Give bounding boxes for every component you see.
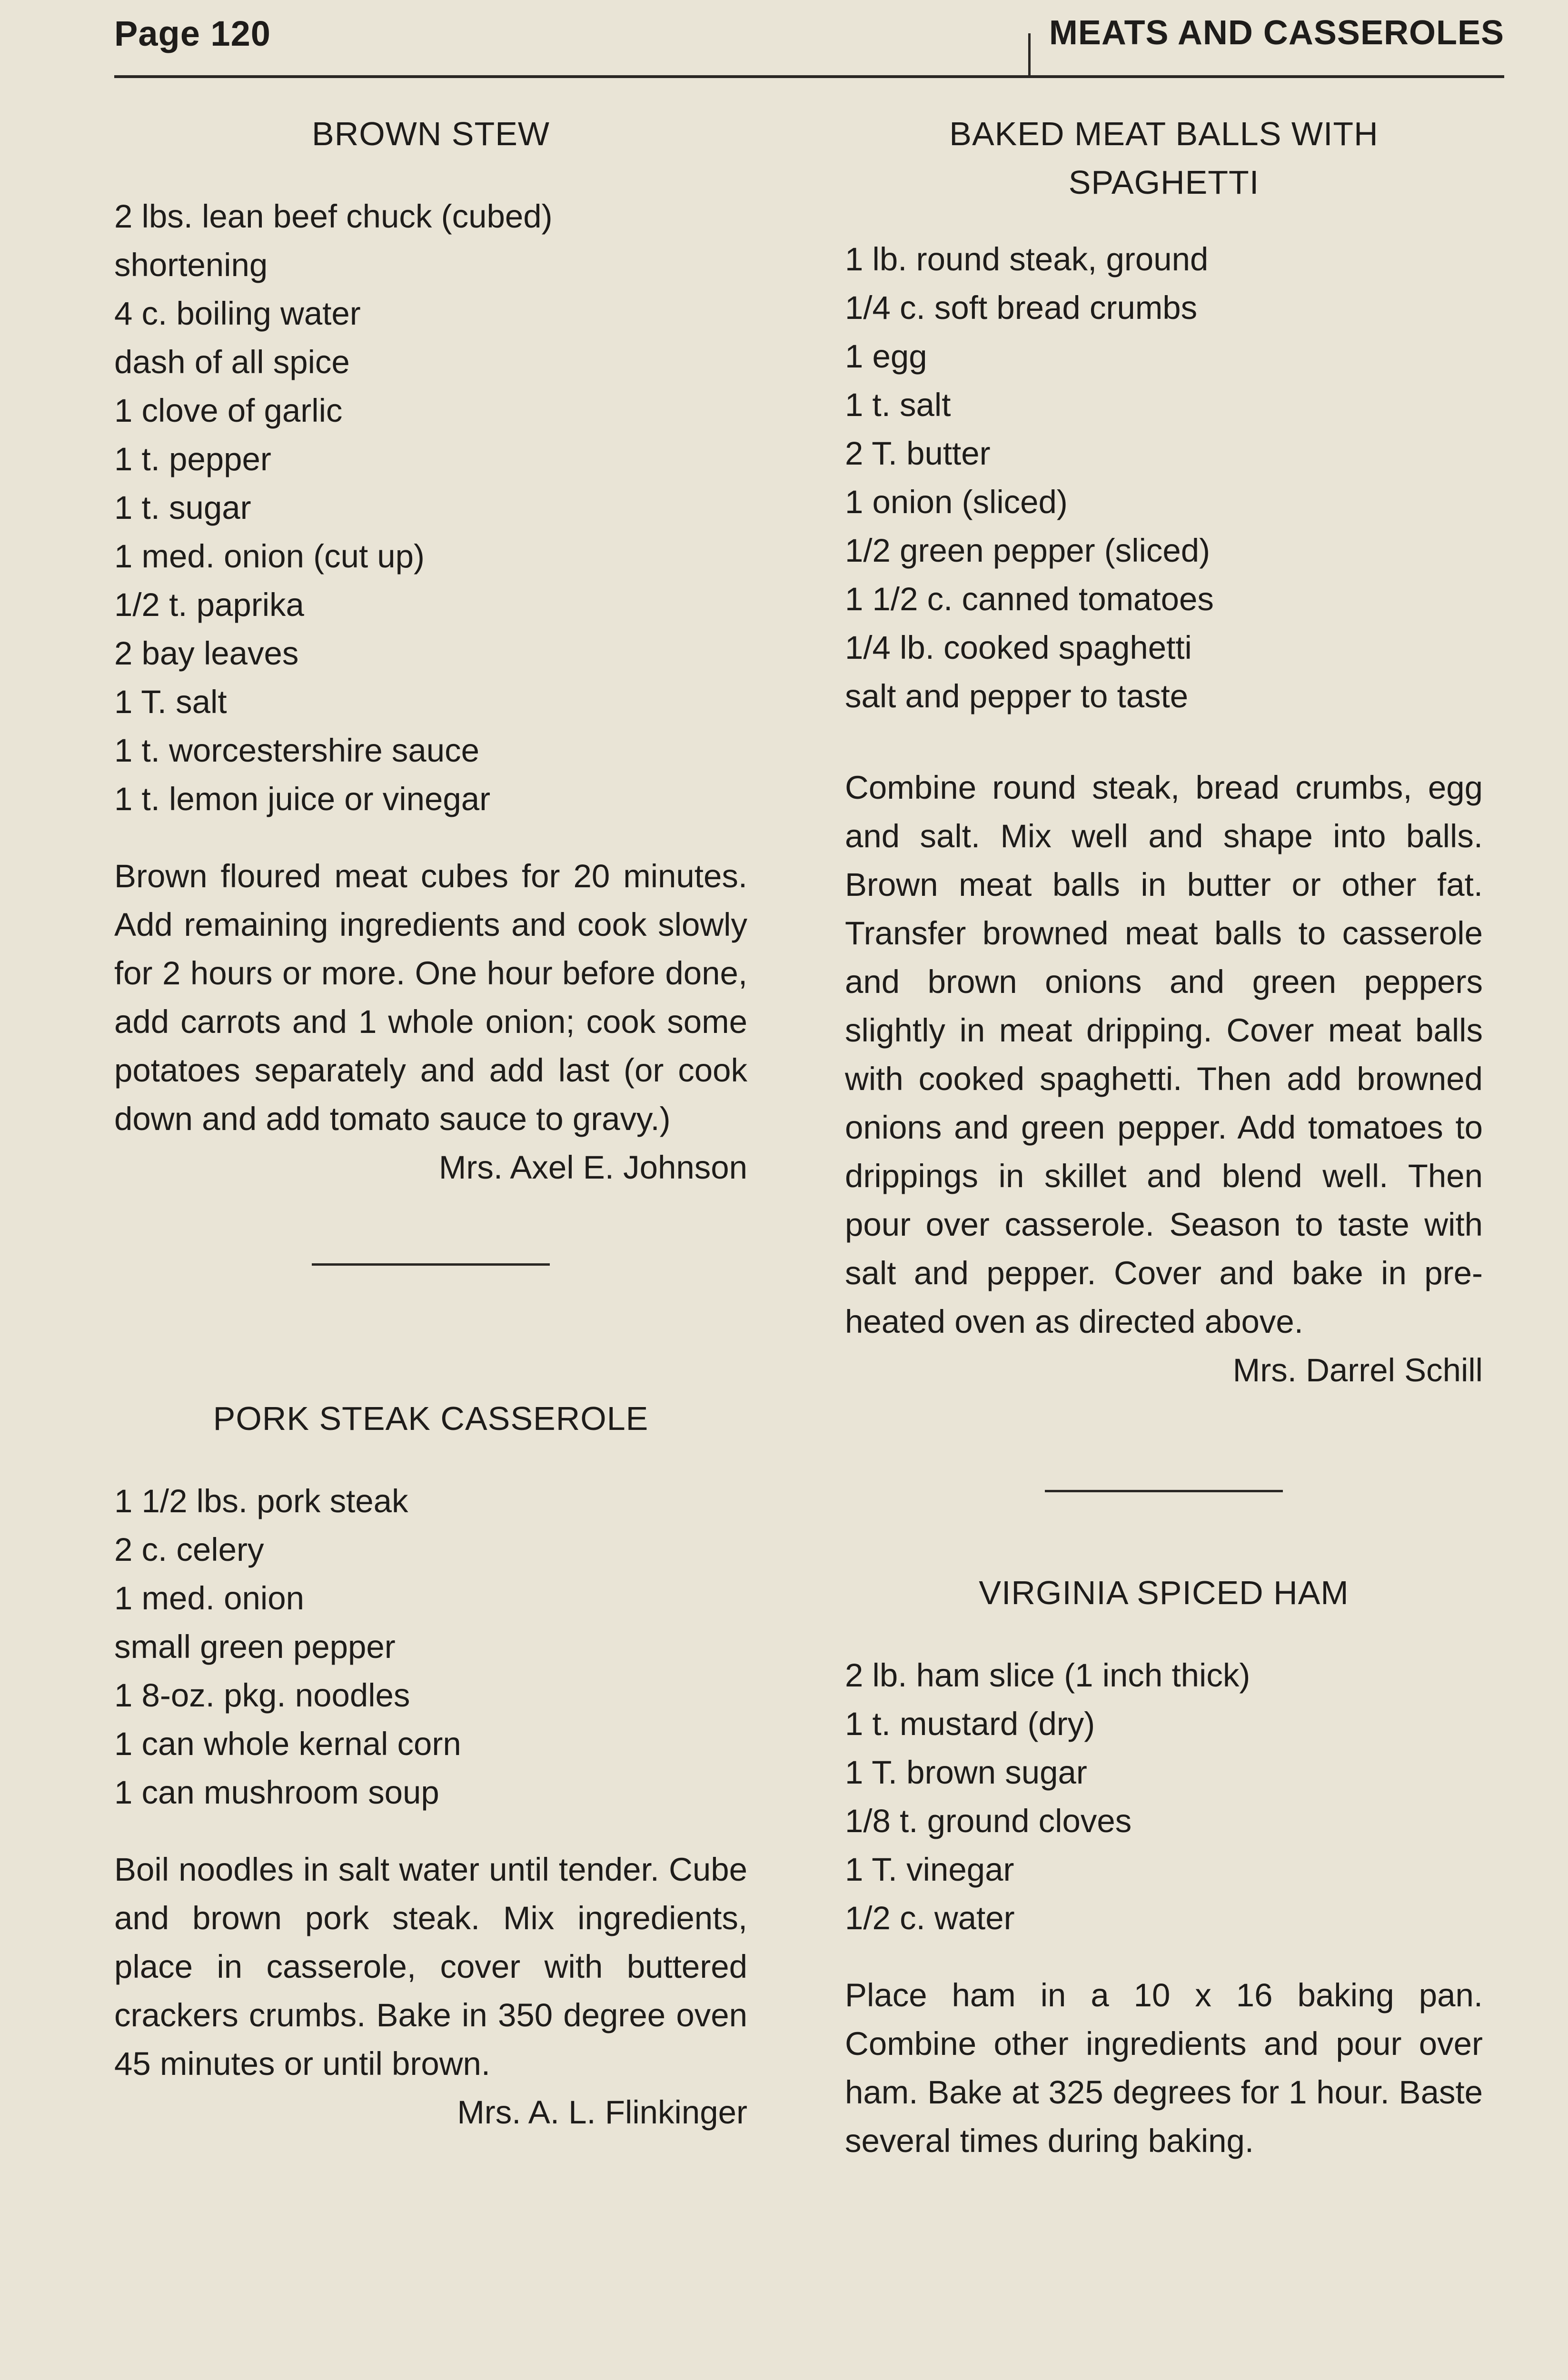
recipe-brown-stew [114,109,747,1192]
ingredient: small green pepper [114,1628,396,1665]
ingredient: 1 1/2 lbs. pork steak [114,1483,408,1519]
ingredient: 1/2 green pepper (sliced) [845,532,1211,569]
ingredient: 2 c. celery [114,1531,264,1568]
ingredient: 1 8-oz. pkg. noodles [114,1677,410,1714]
ingredient: dash of all spice [114,344,350,380]
right-column [845,109,1483,2165]
ingredient: 2 T. butter [845,435,991,472]
recipe-pork-steak-casserole [114,1394,747,2137]
recipe-directions: Boil noodles in salt water until tender. Cube and brown pork steak. Mix ingredients, place in casserole, cover with buttered crackers crumbs. Bake in 350 degree oven 45 minutes or until brown. [114,1851,747,2082]
recipe-title [845,109,1483,207]
page-number: Page 120 [114,14,271,53]
recipe-divider [312,1263,550,1266]
ingredient: shortening [114,247,268,283]
recipe-title: BROWN STEW [312,115,550,152]
section-title: MEATS AND CASSEROLES [1049,14,1504,52]
recipe-divider [1045,1490,1283,1492]
ingredient: 1 T. vinegar [845,1851,1014,1888]
recipe-title-line: BAKED MEAT BALLS WITH [949,115,1379,152]
ingredient: 2 bay leaves [114,635,299,672]
ingredient: 1 T. brown sugar [845,1754,1087,1791]
ingredient: 1 med. onion (cut up) [114,538,425,575]
recipe-title: PORK STEAK CASSEROLE [213,1400,649,1437]
ingredient: 1 T. salt [114,684,227,720]
recipe-directions: Brown floured meat cubes for 20 minutes. Add remaining ingredients and cook slowly for 2 hours or more. One hour before done, add carrots and 1 whole onion; cook some potatoes separately and add last (or cook down and add tomato sauce to gravy.) [114,858,747,1137]
ingredient: 1 t. salt [845,387,951,423]
recipe-contributor: Mrs. A. L. Flinkinger [457,2094,747,2131]
ingredient: 4 c. boiling water [114,295,361,332]
ingredient-list [845,235,1483,721]
ingredient: 1 egg [845,338,927,375]
recipe-virginia-spiced-ham [845,1568,1483,2165]
ingredient-list [114,192,747,823]
ingredient: 1 t. mustard (dry) [845,1706,1095,1742]
ingredient-list [114,1477,747,1817]
ingredient: 1 onion (sliced) [845,484,1068,520]
ingredient: 2 lbs. lean beef chuck (cubed) [114,198,553,235]
recipe-baked-meat-balls [845,109,1483,1395]
ingredient: 1/4 lb. cooked spaghetti [845,629,1192,666]
recipe-contributor: Mrs. Darrel Schill [1232,1352,1483,1388]
ingredient-list [845,1651,1483,1943]
recipe-directions: Combine round steak, bread crumbs, egg and salt. Mix well and shape into balls. Brown meat balls in butter or other fat. Transfer browned meat balls to casserole and brown onions and green peppers slightly in meat dripping. Cover meat balls with cooked spaghetti. Then add browned onions and green pepper. Add tomatoes to drippings in skillet and blend well. Then pour over casserole. Season to taste with salt and pepper. Cover and bake in pre-heated oven as directed above. [845,769,1483,1340]
ingredient: 1/8 t. ground cloves [845,1803,1132,1839]
ingredient: 1 lb. round steak, ground [845,241,1209,278]
recipe-title: VIRGINIA SPICED HAM [979,1574,1349,1611]
header-tick-mark [1028,33,1031,76]
ingredient: 1 can whole kernal corn [114,1726,461,1762]
ingredient: 1 t. pepper [114,441,271,477]
ingredient: 1/4 c. soft bread crumbs [845,289,1198,326]
ingredient: 1 can mushroom soup [114,1774,439,1811]
header-rule [114,75,1504,78]
recipe-directions: Place ham in a 10 x 16 baking pan. Combine other ingredients and pour over ham. Bake at 325 degrees for 1 hour. Baste several times during baking. [845,1977,1483,2159]
ingredient: 1 med. onion [114,1580,304,1616]
ingredient: 1/2 t. paprika [114,586,304,623]
ingredient: 2 lb. ham slice (1 inch thick) [845,1657,1250,1694]
left-column [114,109,747,2137]
ingredient: 1 clove of garlic [114,392,343,429]
ingredient: 1 t. worcestershire sauce [114,732,479,769]
recipe-contributor: Mrs. Axel E. Johnson [438,1149,747,1186]
ingredient: 1 1/2 c. canned tomatoes [845,581,1214,617]
ingredient: 1 t. lemon juice or vinegar [114,781,491,817]
ingredient: salt and pepper to taste [845,678,1189,714]
ingredient: 1 t. sugar [114,489,251,526]
page-header [114,13,1504,80]
recipe-title-line: SPAGHETTI [1068,164,1260,201]
ingredient: 1/2 c. water [845,1900,1015,1936]
